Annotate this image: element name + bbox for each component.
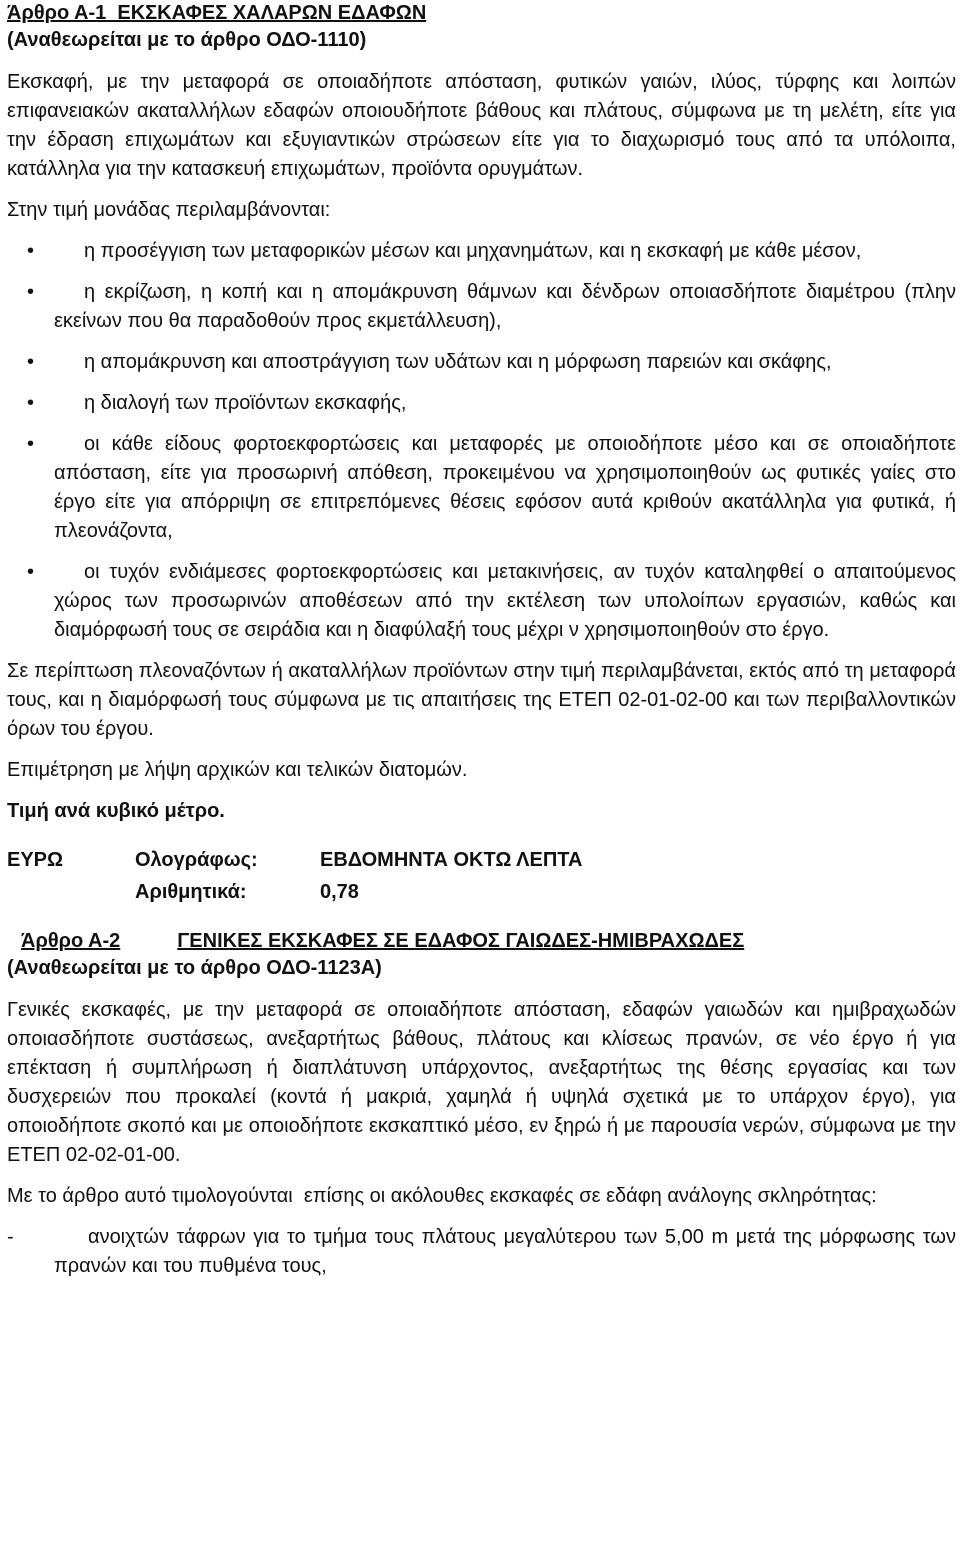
price-words-label: Ολογράφως: xyxy=(135,849,258,871)
list-item: • οι κάθε είδους φορτοεκφορτώσεις και μεταφορές με οποιοδήποτε μέσο και σε οποιαδήποτε απόσταση, είτε για προσωρινή απόθεση, προκειμένου να χρησιμοποιηθούν ως φυτικές γαίες στο έργο είτε για απόρριψη σε επιτρεπόμενες θέσεις εφόσον αυτά κριθούν ακατάλληλα για φυτικά, ή πλεονάζοντα, xyxy=(7,430,956,546)
article-a1-bullet-list xyxy=(7,237,956,645)
article-a2-subtitle: (Αναθεωρείται με το άρθρο ΟΔΟ-1123Α) xyxy=(7,957,382,979)
article-a1-includes-label: Στην τιμή μονάδας περιλαμβάνονται: xyxy=(7,199,331,221)
article-a1-surplus: Σε περίπτωση πλεοναζόντων ή ακαταλλήλων προϊόντων στην τιμή περιλαμβάνεται, εκτός από τη μεταφορά τους, και η διαμόρφωσή τους σύμφωνα με τις απαιτήσεις της ΕΤΕΠ 02-01-02-00 και των περιβαλλοντικών όρων του έργου. xyxy=(7,660,956,740)
list-item: - ανοιχτών τάφρων για το τμήμα τους πλάτους μεγαλύτερου των 5,00 m μετά της μόρφωσης των πρανών και του πυθμένα τους, xyxy=(7,1223,956,1281)
bullet-icon: • xyxy=(27,433,35,455)
article-a2-also-priced: Με το άρθρο αυτό τιμολογούνται επίσης οι ακόλουθες εκσκαφές σε εδάφη ανάλογης σκληρότητας: xyxy=(7,1185,877,1207)
list-item: • η διαλογή των προϊόντων εκσκαφής, xyxy=(7,389,956,418)
article-a2-heading xyxy=(7,928,956,982)
price-currency: ΕΥΡΩ xyxy=(7,849,64,871)
bullet-icon: • xyxy=(27,561,35,583)
article-a2-number: Άρθρο Α-2 xyxy=(21,930,121,952)
article-a1-unit: Τιμή ανά κυβικό μέτρο. xyxy=(7,800,225,822)
list-item: • η εκρίζωση, η κοπή και η απομάκρυνση θάμνων και δένδρων οποιασδήποτε διαμέτρου (πλην εκείνων που θα παραδοθούν προς εκμετάλλευση), xyxy=(7,278,956,336)
bullet-icon: • xyxy=(27,281,35,303)
price-digits-value: 0,78 xyxy=(320,881,359,903)
article-a1-measurement: Επιμέτρηση με λήψη αρχικών και τελικών διατομών. xyxy=(7,759,468,781)
price-digits-label: Αριθμητικά: xyxy=(135,881,247,903)
price-words-value: ΕΒΔΟΜΗΝΤΑ ΟΚΤΩ ΛΕΠΤΑ xyxy=(320,849,583,871)
list-item: • οι τυχόν ενδιάμεσες φορτοεκφορτώσεις και μετακινήσεις, αν τυχόν καταληφθεί ο απαιτούμενος χώρος των προσωρινών αποθέσεων από την εκτέλεση των υπολοίπων εργασιών, καθώς και διαμόρφωσή τους σε σειράδια και η διαφύλαξή τους μέχρι ν χρησιμοποιηθούν στο έργο. xyxy=(7,558,956,645)
article-a2-title: ΓΕΝΙΚΕΣ ΕΚΣΚΑΦΕΣ ΣΕ ΕΔΑΦΟΣ ΓΑΙΩΔΕΣ-ΗΜΙΒΡΑΧΩΔΕΣ xyxy=(177,930,745,952)
bullet-icon: • xyxy=(27,392,35,414)
article-a1-title: Άρθρο Α-1 ΕΚΣΚΑΦΕΣ ΧΑΛΑΡΩΝ ΕΔΑΦΩΝ xyxy=(7,2,427,24)
article-a1-heading xyxy=(7,0,956,54)
bullet-icon: • xyxy=(27,240,35,262)
list-item: • η απομάκρυνση και αποστράγγιση των υδάτων και η μόρφωση παρειών και σκάφης, xyxy=(7,348,956,377)
article-a1-price-block xyxy=(7,844,956,908)
bullet-icon: • xyxy=(27,351,35,373)
article-a1-intro: Εκσκαφή, με την μεταφορά σε οποιαδήποτε απόσταση, φυτικών γαιών, ιλύος, τύρφης και λοιπών επιφανειακών ακαταλλήλων εδαφών οποιουδήποτε βάθους και πλάτους, σύμφωνα με τη μελέτη, είτε για την έδραση επιχωμάτων και εξυγιαντικών στρώσεων είτε για το διαχωρισμό τους από τα υπόλοιπα, κατάλληλα για την κατασκευή επιχωμάτων, προϊόντα ορυγμάτων. xyxy=(7,71,956,180)
article-a1-subtitle: (Αναθεωρείται με το άρθρο ΟΔΟ-1110) xyxy=(7,29,367,51)
dash-icon: - xyxy=(7,1226,14,1248)
list-item: • η προσέγγιση των μεταφορικών μέσων και μηχανημάτων, και η εκσκαφή με κάθε μέσον, xyxy=(7,237,956,266)
article-a2-intro: Γενικές εκσκαφές, με την μεταφορά σε οποιαδήποτε απόσταση, εδαφών γαιωδών και ημιβραχωδών οποιασδήποτε συστάσεως, ανεξαρτήτως βάθους, πλάτους και κλίσεως πρανών, σε νέο έργο ή για επέκταση ή συμπλήρωση ή διαπλάτυνση υπάρχοντος, ανεξαρτήτως της θέσης εργασίας και των δυσχερειών που προκαλεί (κοντά ή μακριά, χαμηλά ή υψηλά σχετικά με το υπάρχον έργο), για οποιοδήποτε σκοπό και με οποιοδήποτε εκσκαπτικό μέσο, εν ξηρώ ή με παρουσία νερών, σύμφωνα με την ΕΤΕΠ 02-02-01-00. xyxy=(7,999,956,1166)
